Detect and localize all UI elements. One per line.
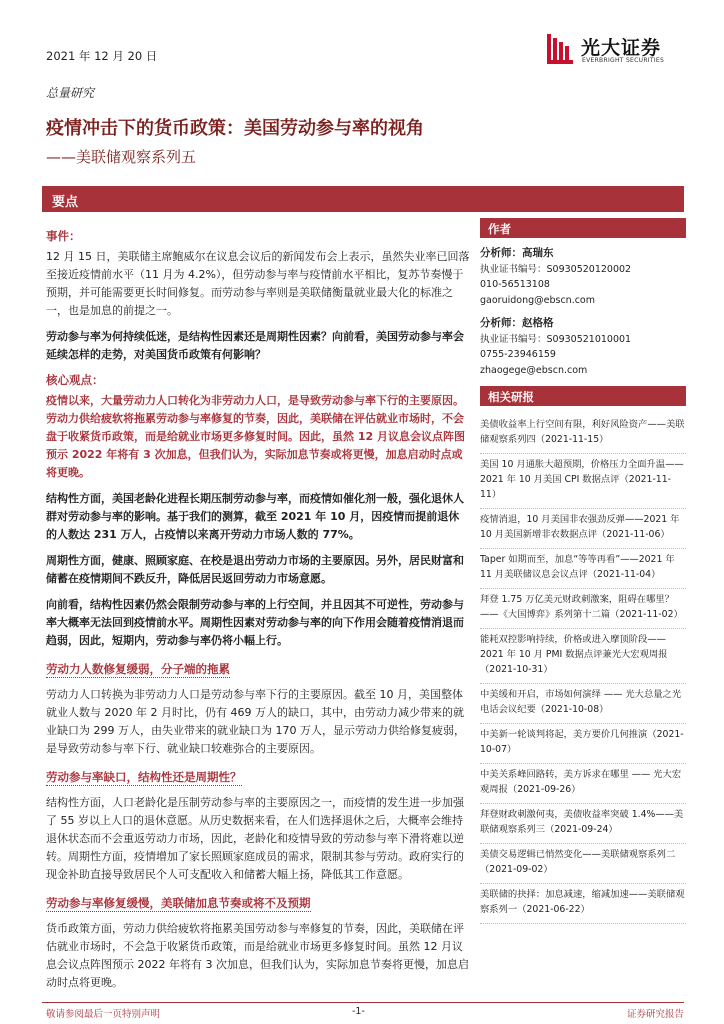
research-item[interactable]: 美国 10 月通胀大超预期，价格压力全面升温——2021 年 10 月美国 CPI 数据点评（2021-11-11）	[480, 454, 686, 509]
sidebar	[480, 218, 686, 924]
footer-disclaimer: 敬请参阅最后一页特别声明	[46, 1009, 161, 1020]
subheading-3: 劳动参与率修复缓慢，美联储加息节奏或将不及预期	[46, 896, 311, 910]
research-item[interactable]: 疫情消退，10 月美国非农强劲反弹——2021 年 10 月美国新增非农数据点评（2021-11-06）	[480, 509, 686, 549]
research-item[interactable]: 美债交易逻辑已悄然变化——美联储观察系列二（2021-09-02）	[480, 844, 686, 884]
footer-divider	[42, 1002, 684, 1003]
research-item[interactable]: 拜登 1.75 万亿美元财政刺激案，阻碍在哪里？——《大国博弈》系列第十二篇（2021-11-02）	[480, 589, 686, 629]
page-title: 疫情冲击下的货币政策：美国劳动参与率的视角	[46, 118, 424, 139]
analyst-phone: 0755-23946159	[480, 349, 556, 360]
analyst-email[interactable]: zhaogege@ebscn.com	[480, 364, 588, 376]
related-research-bar: 相关研报	[480, 386, 686, 406]
analyst-cert: 执业证书编号：S0930520120002	[480, 263, 632, 275]
footer-report-type: 证券研究报告	[626, 1009, 684, 1020]
research-item[interactable]: 中美缓和开启，市场如何演绎 —— 光大总量之光电话会议纪要（2021-10-08）	[480, 684, 686, 724]
page-number: -1-	[352, 1006, 365, 1017]
main-content	[46, 228, 470, 1000]
research-item[interactable]: 中美新一轮谈判将起，美方要价几何推演（2021-10-07）	[480, 724, 686, 764]
outlook-paragraph: 向前看，结构性因素仍然会限制劳动参与率的上行空间，并且因其不可逆性，劳动参与率大概率无法回到疫情前水平。周期性因素对劳动参与率的向下作用会随着疫情消退而趋弱，因此，短期内，劳动参与率仍将小幅上行。	[46, 598, 464, 647]
analyst-cert: 执业证书编号：S0930521010001	[480, 333, 632, 345]
paragraph-3: 货币政策方面，劳动力供给疲软将拖累美国劳动参与率修复的节奏，因此，美联储在评估就业市场时，不会急于收紧货币政策，而是给就业市场更多修复时间。虽然 12 月议息会议点阵图预示 2022 年将有 3 次加息，但我们认为，实际加息节奏将更慢，加息启动时点将更晚。	[46, 922, 469, 989]
research-item[interactable]: 中美关系峰回路转，美方诉求在哪里 —— 光大宏观周报（2021-09-26）	[480, 764, 686, 804]
core-heading: 核心观点：	[46, 373, 104, 387]
report-date: 2021 年 12 月 20 日	[46, 49, 158, 63]
page-subtitle: ——美联储观察系列五	[46, 148, 197, 166]
author-bar: 作者	[480, 218, 686, 238]
analyst-phone: 010-56513108	[480, 279, 550, 290]
research-item[interactable]: 能耗双控影响持续，价格或进入摩顶阶段——2021 年 10 月 PMI 数据点评兼光大宏观周报（2021-10-31）	[480, 629, 686, 684]
research-item[interactable]: 美联储的抉择：加息减速，缩减加速——美联储观察系列一（2021-06-22）	[480, 884, 686, 924]
structural-paragraph: 结构性方面，美国老龄化进程长期压制劳动参与率，而疫情如催化剂一般，强化退休人群对劳动参与率的影响。基于我们的测算，截至 2021 年 10 月，因疫情而提前退休的人数达 231 万人，占疫情以来离开劳动力市场人数的 77%。	[46, 492, 464, 541]
research-item[interactable]: 美债收益率上行空间有限，利好风险资产——美联储观察系列四（2021-11-15）	[480, 414, 686, 454]
analyst-email[interactable]: gaoruidong@ebscn.com	[480, 294, 596, 306]
analyst-block	[480, 246, 686, 308]
analyst-name: 分析师：赵格格	[480, 317, 554, 329]
subheading-2: 劳动参与率缺口，结构性还是周期性？	[46, 770, 242, 784]
event-heading: 事件：	[46, 229, 81, 243]
key-points-label: 要点	[52, 195, 79, 210]
logo-text-en: EVERBRIGHT SECURITIES	[582, 57, 665, 64]
analyst-name: 分析师：高瑞东	[480, 247, 554, 259]
paragraph-2: 结构性方面，人口老龄化是压制劳动参与率的主要原因之一，而疫情的发生进一步加强了 55 岁以上人口的退休意愿。从历史数据来看，在人们选择退休之后，大概率会维持退休状态而不会重返劳动力市场，因此，老龄化和疫情导致的劳动参与率下滑将难以逆转。周期性方面，疫情增加了家长照顾家庭成员的需求，限制其参与劳动。政府实行的现金补助直接导致居民个人可支配收入和储蓄大幅上扬，降低其工作意愿。	[46, 796, 464, 881]
event-paragraph: 12 月 15 日，美联储主席鲍威尔在议息会议后的新闻发布会上表示，虽然失业率已回落至接近疫情前水平（11 月为 4.2%），但劳动参与率与疫情前水平相比，复苏节奏慢于预期，并可能需要更长时间修复。而劳动参与率则是美联储衡量就业最大化的标准之一，也是加息的前提之一。	[46, 250, 470, 317]
research-item[interactable]: 拜登财政刺激何夷，美债收益率突破 1.4%——美联储观察系列三（2021-09-24）	[480, 804, 686, 844]
paragraph-1: 劳动力人口转换为非劳动力人口是劳动参与率下行的主要原因。截至 10 月，美国整体就业人数与 2020 年 2 月时比，仍有 469 万人的缺口，其中，由劳动力减少带来的就业缺口为 299 万人，由失业带来的就业缺口为 170 万人，显示劳动力供给修复疲弱，是导致劳动参与率下行、就业缺口较难弥合的主要原因。	[46, 688, 465, 755]
company-logo	[545, 30, 685, 70]
subheading-1: 劳动力人数修复缓弱，分子端的拖累	[46, 662, 230, 676]
report-category: 总量研究	[46, 86, 95, 100]
key-points-bar	[42, 186, 684, 212]
cyclical-paragraph: 周期性方面，健康、照顾家庭、在校是退出劳动力市场的主要原因。另外，居民财富和储蓄在疫情期间不跌反升，降低居民返回劳动力市场意愿。	[46, 554, 464, 585]
analyst-block	[480, 316, 686, 378]
key-question: 劳动参与率为何持续低迷，是结构性因素还是周期性因素？向前看，美国劳动参与率会延续怎样的走势，对美国货币政策有何影响？	[46, 330, 464, 361]
logo-text-cn: 光大证券	[581, 37, 662, 59]
everbright-logo-icon	[545, 32, 575, 66]
core-paragraph: 疫情以来，大量劳动力人口转化为非劳动力人口，是导致劳动参与率下行的主要原因。劳动力供给疲软将拖累劳动参与率修复的节奏，因此，美联储在评估就业市场时，不会盘于收紧货币政策，而是给就业市场更多修复时间。因此，虽然 12 月议息会议点阵图预示 2022 年将有 3 次加息，但我们认为，实际加息节奏或将更慢，加息启动时点或将更晚。	[46, 394, 465, 479]
research-item[interactable]: Taper 如期而至，加息“等等再看”——2021 年 11 月美联储议息会议点评（2021-11-04）	[480, 549, 686, 589]
